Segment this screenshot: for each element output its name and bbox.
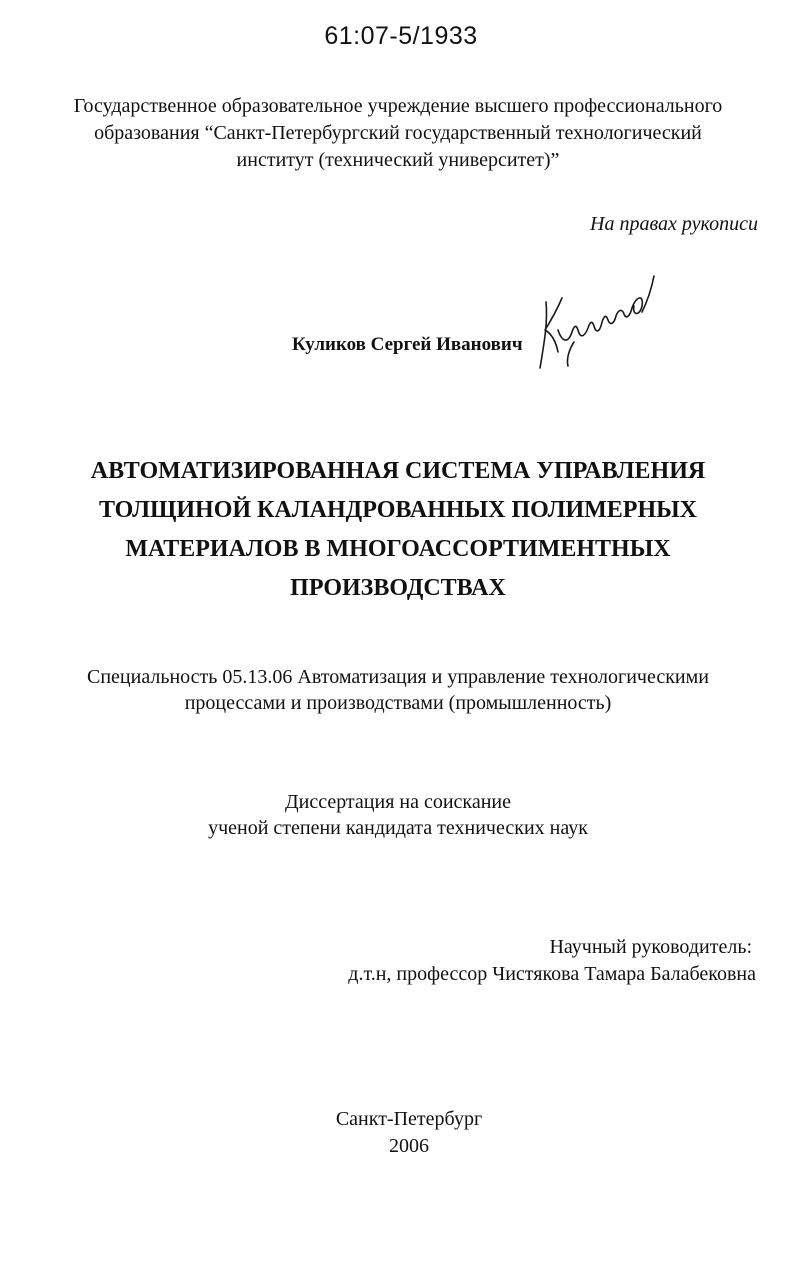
degree-line: ученой степени кандидата технических наук [208, 817, 588, 839]
degree-line: Диссертация на соискание [284, 791, 512, 813]
title-line: АВТОМАТИЗИРОВАННАЯ СИСТЕМА УПРАВЛЕНИЯ [90, 458, 706, 484]
advisor-role: Научный руководитель: [549, 936, 752, 958]
title-line: ПРОИЗВОДСТВАХ [290, 575, 506, 601]
advisor-name: д.т.н, профессор Чистякова Тамара Балабековна [348, 963, 756, 985]
author-name: Куликов Сергей Иванович [292, 334, 523, 355]
institution-line: институт (технический университет)” [236, 149, 560, 171]
city: Санкт-Петербург [335, 1108, 483, 1130]
institution-line: образования “Санкт-Петербургский государственный технологический [94, 122, 702, 144]
advisor-block [348, 934, 756, 988]
place-and-year [0, 1106, 796, 1160]
specialty-line: процессами и производствами (промышленность) [184, 692, 612, 714]
institution-line: Государственное образовательное учреждение высшего профессионального [73, 95, 723, 117]
catalog-number: 61:07-5/1933 [324, 22, 478, 50]
specialty-block [30, 664, 766, 716]
title-line: ТОЛЩИНОЙ КАЛАНДРОВАННЫХ ПОЛИМЕРНЫХ [98, 497, 698, 523]
manuscript-rights-note: На правах рукописи [590, 213, 758, 235]
degree-block [30, 789, 766, 841]
title-line: МАТЕРИАЛОВ В МНОГОАССОРТИМЕНТНЫХ [125, 536, 671, 562]
dissertation-title [30, 452, 766, 608]
institution-block [40, 93, 756, 174]
author-signature [532, 272, 662, 372]
specialty-line: Специальность 05.13.06 Автоматизация и управление технологическими [87, 666, 709, 688]
author-row [292, 272, 672, 382]
year: 2006 [389, 1135, 429, 1157]
